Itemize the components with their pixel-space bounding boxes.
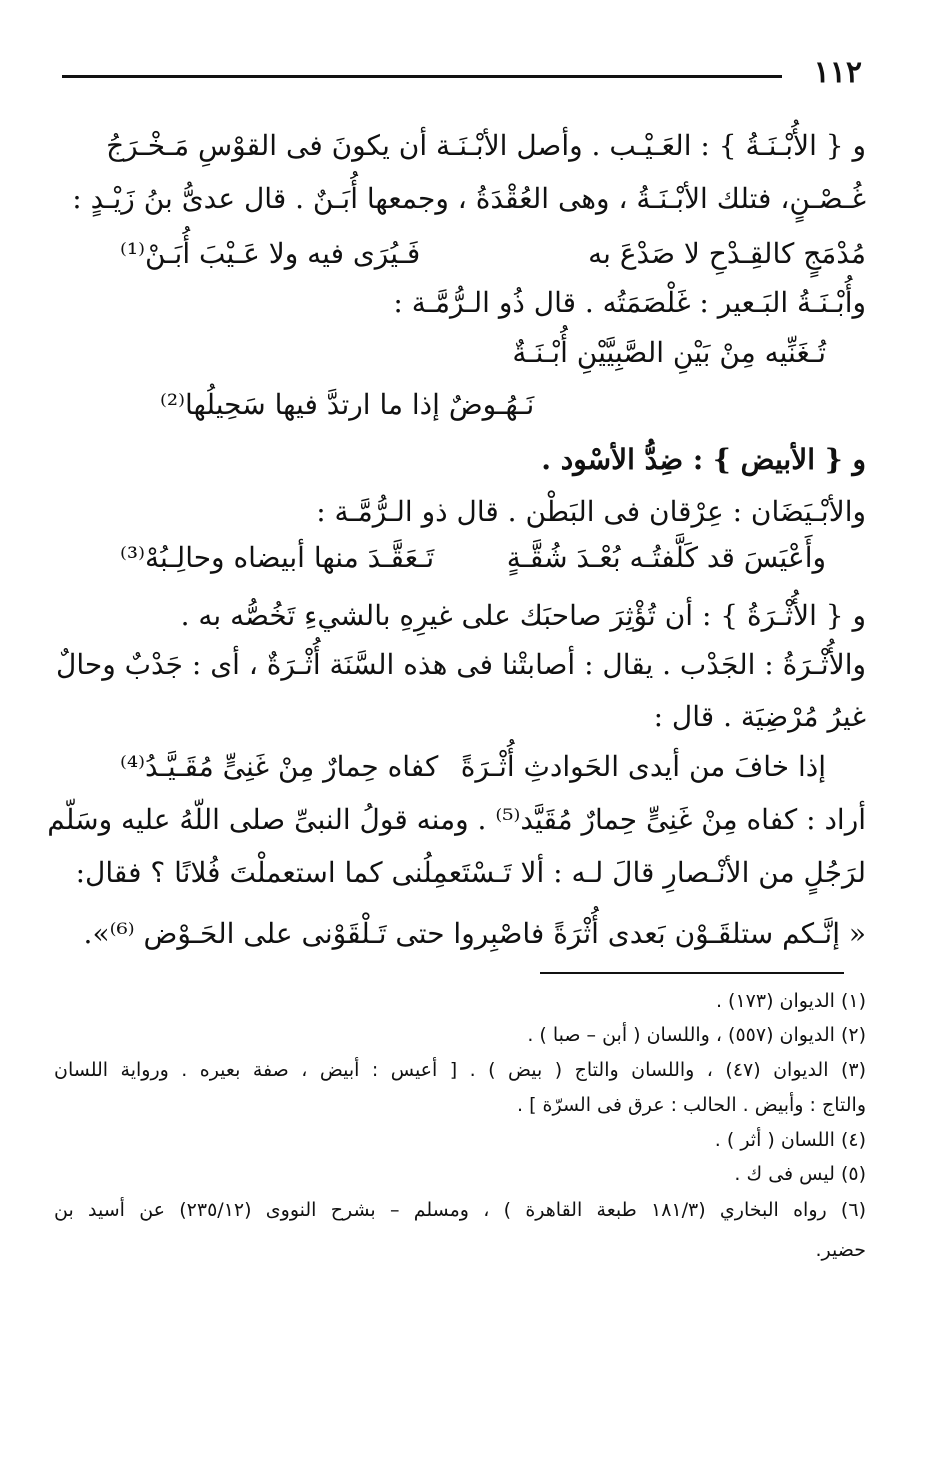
footnote: (٢) الديوان (٥٥٧) ، واللسان ( أبن – صبا ) . [527, 1024, 866, 1046]
verse-first-hemistich: مُدْمَجٍ كالقِـدْحِ لا صَدْعَ به [588, 237, 866, 270]
verse-first-hemistich: وأَعْيَسَ قد كَلَّفتُـه بُعْـدَ شُقَّـةٍ [506, 541, 826, 574]
footnote-continuation: حضير. [815, 1239, 866, 1261]
footnote: (٤) اللسان ( أثر ) . [714, 1129, 866, 1151]
page-number: ١١٢ [813, 55, 862, 90]
footnote-separator [540, 972, 844, 974]
footnote: (٦) رواه البخاري (١٨١/٣ طبعة القاهرة ) ، ومسلم – بشرح النووى (٢٣٥/١٢) عن أسيد بن [54, 1199, 866, 1221]
text-line: غيرُ مُرْضِيَة . قال : [653, 700, 866, 733]
header-rule [62, 75, 782, 78]
verse-first-hemistich: إذا خافَ من أيدى الحَوادثِ أُثْـرَةً [460, 750, 826, 783]
verse-second-hemistich: تَـعَقَّـدَ منها أبيضاه وحالِـبُهْ⁽³⁾ [120, 541, 435, 574]
text-line: و { الأبيض } : ضِدُّ الأسْود . [541, 443, 866, 476]
text-line: لرَجُلٍ من الأنْـصارِ قالَ لـه : ألا تَـسْتَعمِلُنى كما استعملْتَ فُلانًا ؟ فقال: [75, 856, 866, 889]
text-line: و { الأُبْـنَـةُ } : العَـيْـب . وأصل الأبْـنَـة أن يكونَ فى القوْسِ مَـخْـرَجُ [106, 129, 866, 162]
verse-second-hemistich: نَـهُـوضٌ إذا ما ارتدَّ فيها سَحِيلُها⁽²⁾ [160, 388, 535, 421]
text-line: وأُبْـنَـةُ البَـعير : غَلْصَمَتُه . قال ذُو الـرُّمَّـة : [393, 286, 866, 319]
verse-first-hemistich: تُـغَنِّيه مِنْ بَيْنِ الصَّبِيَّيْنِ أُبْـنَـةٌ [512, 336, 826, 369]
text-line: و { الأُثْـرَةُ } : أن تُؤْثِرَ صاحبَك على غيرِهِ بالشيءِ تَخُصُّه به . [180, 599, 866, 632]
text-line: غُـصْـنٍ، فتلك الأبْـنَـةُ ، وهى العُقْدَةُ ، وجمعها أُبَـنٌ . قال عدىُّ بنُ زَيْـدٍ : [72, 182, 866, 215]
footnote-continuation: والتاج : وأبيض . الحالب : عرق فى السرّة ] . [517, 1094, 866, 1116]
text-line: والأبْـيَضَان : عِرْقان فى البَطْن . قال ذو الـرُّمَّـة : [316, 495, 866, 528]
footnote: (٥) ليس فى ك . [734, 1163, 866, 1185]
text-line: أراد : كفاه مِنْ غَنِىٍّ حِمارٌ مُقَيَّد⁽⁵⁾ . ومنه قولُ النبىِّ صلى اللّهُ عليه وسَلّم [47, 803, 866, 836]
text-line: والأُثْـرَةُ : الجَدْب . يقال : أصابتْنا فى هذه السَّنَة أُثْـرَةٌ ، أى : جَدْبٌ وحالٌ [56, 648, 866, 681]
page-header [62, 55, 862, 90]
verse-second-hemistich: كفاه حِمارٌ مِنْ غَنِىٍّ مُقَـيَّـدُ⁽⁴⁾ [120, 750, 439, 783]
verse-second-hemistich: فَـيُرَى فيه ولا عَـيْبَ أُبَـنْ⁽¹⁾ [120, 237, 421, 270]
footnote: (١) الديوان (١٧٣) . [715, 990, 866, 1012]
text-line: « إنَّـكم ستلقَـوْن بَعدى أُثْرَةً فاصْبِروا حتى تَـلْقَوْنى على الحَـوْض ⁽⁶⁾». [83, 917, 866, 950]
footnote: (٣) الديوان (٤٧) ، واللسان والتاج ( بيض ) . [ أعيس : أبيض ، صفة بعيره . ورواية اللسان [54, 1059, 866, 1081]
